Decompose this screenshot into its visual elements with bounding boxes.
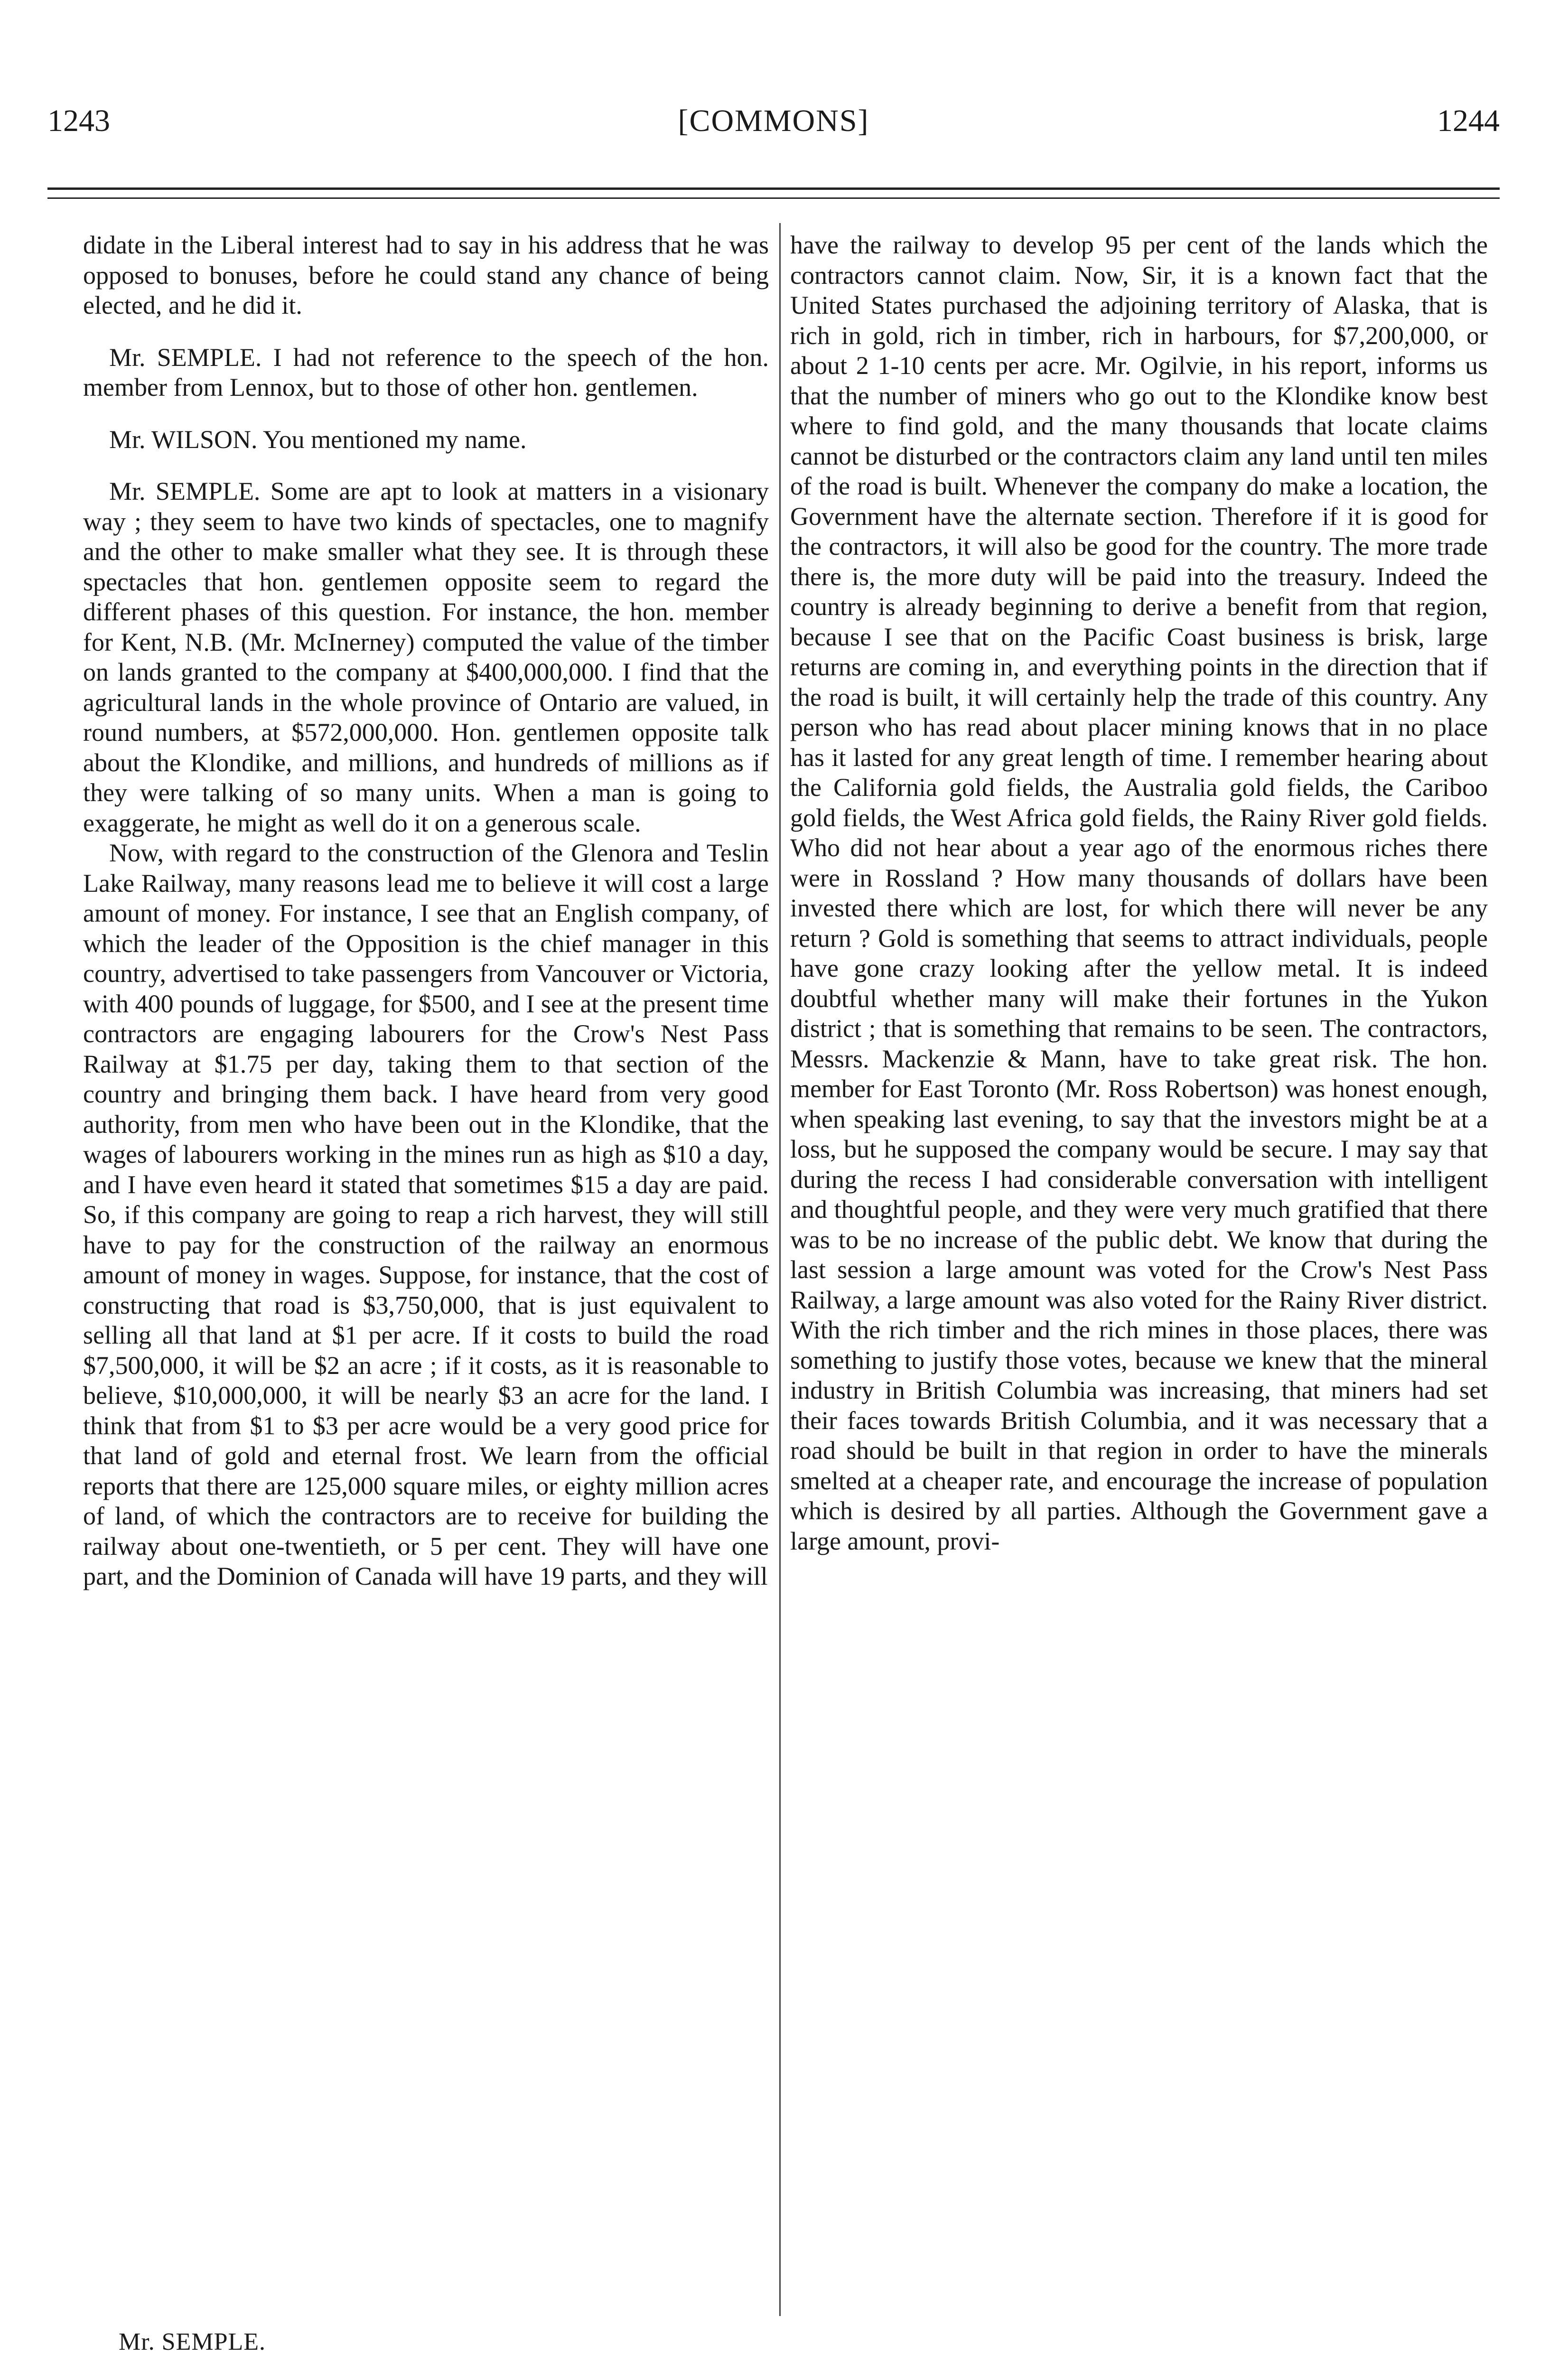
left-page-number: 1243 (47, 103, 110, 138)
paragraph: Mr. SEMPLE. Some are apt to look at matters in a visionary way ; they seem to have two kinds of spectacles, one to magnify and the other to make smaller what they see. It is through these spectacles that hon. gentlemen opposite seem to regard the different phases of this question. For instance, the hon. member for Kent, N.B. (Mr. McInerney) computed the value of the timber on lands granted to the company at $400,000,000. I find that the agricultural lands in the whole province of Ontario are valued, in round numbers, at $572,000,000. Hon. gentlemen opposite talk about the Klondike, and millions, and hundreds of millions as if they were talking of so many units. When a man is going to exaggerate, he might as well do it on a generous scale. (83, 477, 769, 837)
paragraph: didate in the Liberal interest had to say in his address that he was opposed to bonuses, before he could stand any chance of being elected, and he did it. (83, 231, 769, 319)
page-header (47, 97, 1500, 145)
left-column (83, 230, 769, 1592)
header-rule-thick (47, 187, 1500, 190)
paragraph: Now, with regard to the construction of the Glenora and Teslin Lake Railway, many reasons lead me to believe it will cost a large amount of money. For instance, I see that an English company, of which the leader of the Opposition is the chief manager in this country, advertised to take passengers from Vancouver or Victoria, with 400 pounds of luggage, for $500, and I see at the present time contractors are engaging labourers for the Crow's Nest Pass Railway at $1.75 per day, taking them to that section of the country and bringing them back. I have heard from very good authority, from men who have been out in the Klondike, that the wages of labourers working in the mines run as high as $10 a day, and I have even heard it stated that sometimes $15 a day are paid. So, if this company are going to reap a rich harvest, they will still have to pay for the construction of the railway an enormous amount of money in wages. Suppose, for instance, that the cost of constructing that road is $3,750,000, that is just equivalent to selling all that land at $1 per acre. If it costs to build the road $7,500,000, it will be $2 an acre ; if it costs, as it is reasonable to believe, $10,000,000, it will be nearly $3 an acre for the land. I think that from $1 to $3 per acre would be a very good price for that land of gold and eternal frost. We learn from the official reports that there are 125,000 square miles, or eighty million acres of land, of which the contractors are to receive for building the railway about one-twentieth, or 5 per cent. They will have one part, and the Dominion of Canada will have 19 parts, and they will (83, 839, 769, 1590)
paragraph: Mr. WILSON. You mentioned my name. (109, 425, 527, 454)
footer-speaker: Mr. SEMPLE. (119, 2328, 266, 2355)
header-rule-thin (47, 197, 1500, 199)
column-divider (779, 223, 781, 2316)
paragraph: have the railway to develop 95 per cent of the lands which the contractors cannot claim. Now, Sir, it is a known fact that the United States purchased the adjoining territory of Alaska, that is rich in gold, rich in timber, rich in harbours, for $7,200,000, or about 2 1-10 cents per acre. Mr. Ogilvie, in his report, informs us that the number of miners who go out to the Klondike know best where to find gold, and the many thousands that locate claims cannot be disturbed or the contractors claim any land until ten miles of the road is built. Whenever the company do make a location, the Government have the alternate section. Therefore if it is good for the contractors, it will also be good for the country. The more trade there is, the more duty will be paid into the treasury. Indeed the country is already beginning to derive a benefit from that region, because I see that on the Pacific Coast business is brisk, large returns are coming in, and everything points in the direction that if the road is built, it will certainly help the trade of this country. Any person who has read about placer mining knows that in no place has it lasted for any great length of time. I remember hearing about the California gold fields, the Australia gold fields, the Cariboo gold fields, the West Africa gold fields, the Rainy River gold fields. Who did not hear about a year ago of the enormous riches there were in Rossland ? How many thousands of dollars have been invested there which are lost, for which there will never be any return ? Gold is something that seems to attract individuals, people have gone crazy looking after the yellow metal. It is indeed doubtful whether many will make their fortunes in the Yukon district ; that is something that remains to be seen. The contractors, Messrs. Mackenzie & Mann, have to take great risk. The hon. member for East Toronto (Mr. Ross Robertson) was honest enough, when speaking last evening, to say that the investors might be at a loss, but he supposed the company would be secure. I may say that during the recess I had considerable conversation with intelligent and thoughtful people, and they were very much gratified that there was to be no increase of the public debt. We know that during the last session a large amount was voted for the Crow's Nest Pass Railway, a large amount was also voted for the Rainy River district. With the rich timber and the rich mines in those places, there was something to justify those votes, because we knew that the mineral industry in British Columbia was increasing, that miners had set their faces towards British Columbia, and it was necessary that a road should be built in that region in order to have the minerals smelted at a cheaper rate, and encourage the increase of population which is desired by all parties. Although the Government gave a large amount, provi- (790, 231, 1488, 1555)
paragraph: Mr. SEMPLE. I had not reference to the speech of the hon. member from Lennox, but to those of other hon. gentlemen. (83, 343, 769, 402)
right-column (790, 230, 1488, 1556)
right-page-number: 1244 (1437, 103, 1500, 138)
section-title: [COMMONS] (678, 103, 869, 138)
